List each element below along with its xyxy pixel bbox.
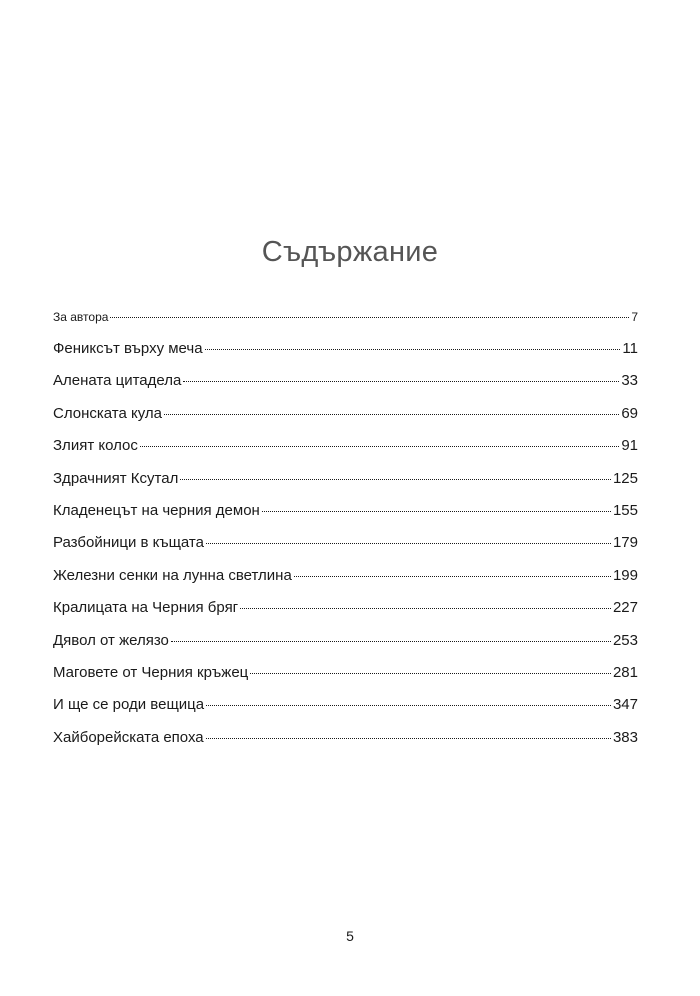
dot-leader [250, 673, 611, 674]
dot-leader [205, 349, 621, 350]
toc-entry [53, 437, 638, 469]
toc-entry-title: Здрачният Ксутал [53, 469, 179, 487]
toc-entry-page: 383 [612, 728, 638, 746]
toc-title: Съдържание [261, 236, 439, 268]
toc-entry [53, 599, 638, 631]
dot-leader [164, 414, 619, 415]
toc-entry-page: 69 [621, 404, 638, 422]
dot-leader [294, 576, 611, 577]
dot-leader [262, 511, 611, 512]
dot-leader [206, 705, 611, 706]
toc-entry-title: Фениксът върху меча [53, 340, 203, 357]
dot-leader [171, 641, 611, 642]
toc-entry [53, 470, 638, 502]
toc-entry-page: 179 [612, 534, 638, 552]
toc-entry-title: За автора [53, 310, 109, 324]
toc-entry-title: И ще се роди вещица [53, 696, 205, 714]
toc-entry [53, 405, 638, 437]
toc-entry-page: 199 [612, 566, 638, 584]
dot-leader [180, 479, 611, 480]
toc-entry [53, 310, 638, 340]
dot-leader [110, 317, 629, 318]
toc-entry [53, 534, 638, 566]
toc-list [53, 310, 638, 761]
toc-entry [53, 502, 638, 534]
toc-entry-title: Железни сенки на лунна светлина [53, 566, 292, 584]
toc-entry-title: Разбойници в къщата [53, 534, 204, 552]
toc-entry-title: Маговете от Черния кръжец [53, 663, 249, 681]
dot-leader [206, 543, 611, 544]
toc-entry-page: 155 [612, 501, 638, 519]
dot-leader [206, 738, 611, 739]
toc-entry [53, 696, 638, 728]
page-number: 5 [346, 928, 354, 944]
toc-entry-title: Злият колос [53, 437, 138, 455]
toc-entry-page: 11 [622, 340, 638, 357]
toc-entry-page: 33 [621, 372, 638, 390]
toc-entry-page: 7 [631, 310, 638, 324]
toc-entry-title: Кралицата на Черния бряг [53, 599, 239, 617]
toc-entry [53, 664, 638, 696]
toc-entry [53, 340, 638, 372]
dot-leader [183, 381, 619, 382]
toc-entry [53, 632, 638, 664]
toc-entry-title: Дявол от желязо [53, 631, 169, 649]
toc-entry [53, 372, 638, 404]
toc-entry [53, 729, 638, 761]
toc-entry-page: 125 [612, 469, 638, 487]
toc-entry-page: 281 [612, 663, 638, 681]
dot-leader [140, 446, 619, 447]
toc-entry-page: 91 [621, 437, 638, 455]
toc-entry-page: 227 [612, 599, 638, 617]
toc-entry-title: Кладенецът на черния демон [53, 501, 260, 519]
toc-entry-title: Алената цитадела [53, 372, 182, 390]
toc-entry-page: 347 [612, 696, 638, 714]
toc-entry-title: Слонската кула [53, 404, 162, 422]
dot-leader [240, 608, 611, 609]
toc-entry [53, 567, 638, 599]
toc-entry-page: 253 [612, 631, 638, 649]
toc-entry-title: Хайборейската епоха [53, 728, 204, 746]
